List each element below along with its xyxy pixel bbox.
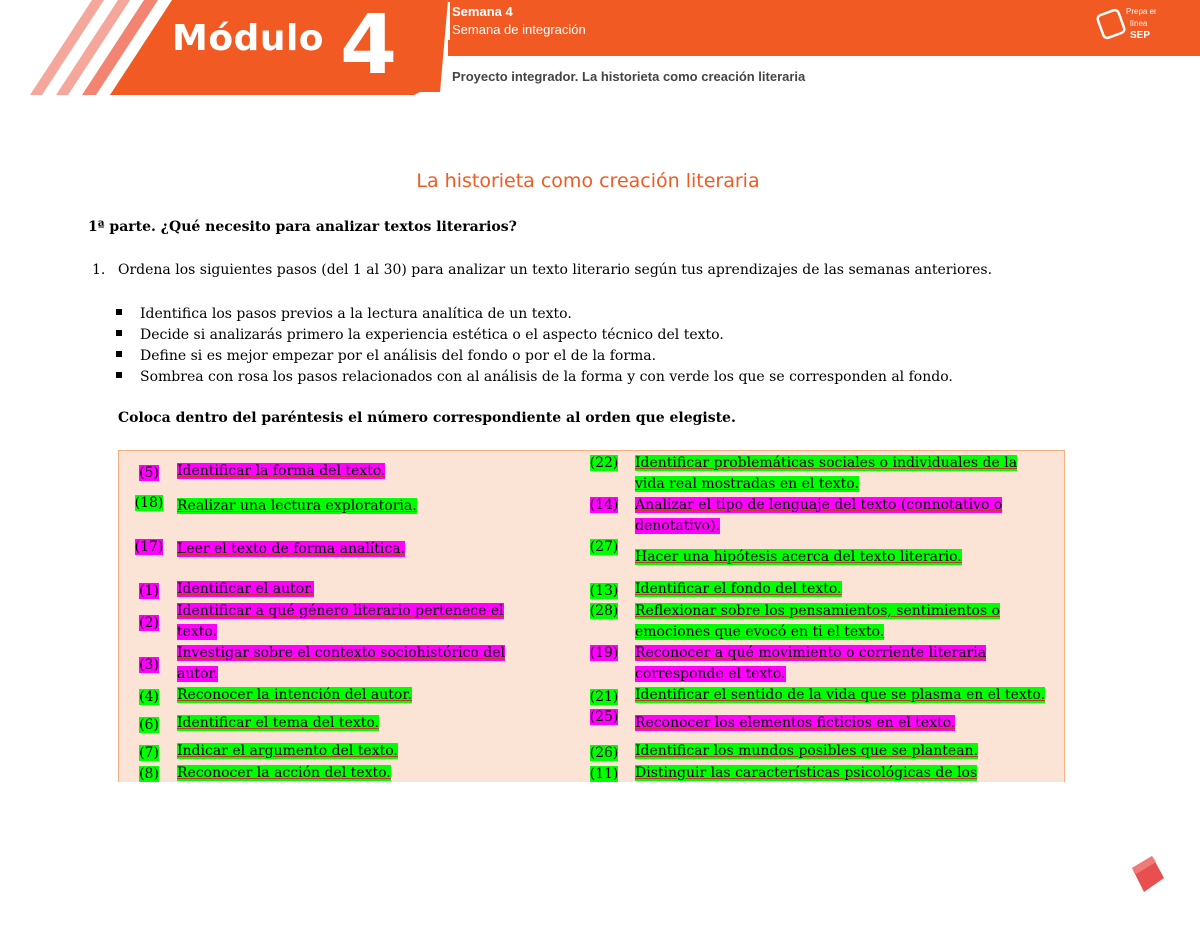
step-line: Reconocer a qué movimiento o corriente literaria bbox=[635, 645, 987, 661]
step-line: Reconocer los elementos ficticios en el texto. bbox=[635, 715, 956, 731]
step-text-left-2 bbox=[177, 539, 405, 560]
square-bullet-icon bbox=[116, 372, 122, 378]
step-text-left-6 bbox=[177, 685, 412, 706]
step-line: Identificar el fondo del texto. bbox=[635, 581, 842, 597]
step-number-value: (5) bbox=[139, 465, 159, 481]
square-bullet-icon bbox=[116, 330, 122, 336]
step-line: Analizar el tipo de lenguaje del texto (connotativo o bbox=[635, 497, 1003, 513]
step-text-left-8 bbox=[177, 741, 398, 762]
step-line: Leer el texto de forma analítica. bbox=[177, 541, 406, 557]
step-line: Identificar los mundos posibles que se plantean. bbox=[635, 743, 979, 759]
step-number-left-9[interactable] bbox=[131, 764, 167, 782]
step-number-value: (18) bbox=[134, 495, 164, 511]
step-line: vida real mostradas en el texto. bbox=[635, 476, 859, 492]
step-number-right-4[interactable] bbox=[583, 601, 625, 621]
step-line: Identificar la forma del texto. bbox=[177, 463, 386, 479]
step-number-value: (11) bbox=[589, 766, 619, 782]
step-line: Reconocer la intención del autor. bbox=[177, 687, 412, 703]
step-number-value: (1) bbox=[139, 583, 159, 599]
step-number-value: (3) bbox=[139, 657, 159, 673]
step-number-right-9[interactable] bbox=[583, 764, 625, 782]
step-number-value: (25) bbox=[589, 709, 619, 725]
step-number-left-4[interactable] bbox=[131, 613, 167, 633]
step-number-left-0[interactable] bbox=[131, 463, 167, 483]
step-number-value: (8) bbox=[139, 766, 159, 782]
step-number-right-1[interactable] bbox=[583, 495, 625, 515]
step-line: Realizar una lectura exploratoria. bbox=[177, 498, 417, 514]
step-number-value: (28) bbox=[589, 603, 619, 619]
bullet-item: Sombrea con rosa los pasos relacionados con al análisis de la forma y con verde los que se corresponden al fondo. bbox=[116, 367, 953, 388]
step-number-value: (27) bbox=[589, 539, 619, 555]
step-number-left-6[interactable] bbox=[131, 687, 167, 707]
step-line: Identificar problemáticas sociales o individuales de la bbox=[635, 455, 1018, 471]
step-line: Identificar el tema del texto. bbox=[177, 715, 380, 731]
step-number-right-8[interactable] bbox=[583, 743, 625, 763]
step-number-value: (13) bbox=[589, 583, 619, 599]
semana-title: Semana 4 bbox=[452, 4, 513, 19]
svg-text:línea: línea bbox=[1130, 19, 1148, 28]
bullet-list bbox=[116, 304, 953, 388]
item-text: Ordena los siguientes pasos (del 1 al 30) para analizar un texto literario según tus aprendizajes de las semanas anteriores. bbox=[118, 262, 993, 278]
step-number-left-8[interactable] bbox=[131, 743, 167, 763]
step-line: corresponde el texto. bbox=[635, 666, 786, 682]
decorative-diamond-icon bbox=[1126, 854, 1166, 894]
step-number-right-3[interactable] bbox=[583, 581, 625, 601]
step-text-left-1 bbox=[177, 496, 417, 517]
bullet-item: Decide si analizarás primero la experiencia estética o el aspecto técnico del texto. bbox=[116, 325, 953, 346]
step-text-right-2 bbox=[635, 547, 962, 568]
document-title: La historieta como creación literaria bbox=[416, 170, 760, 192]
step-text-left-9 bbox=[177, 763, 391, 782]
step-text-right-4 bbox=[635, 601, 1000, 643]
svg-text:Prepa en: Prepa en bbox=[1126, 7, 1156, 16]
project-title: Proyecto integrador. La historieta como creación literaria bbox=[452, 69, 806, 84]
step-number-value: (26) bbox=[589, 745, 619, 761]
step-line: emociones que evocó en ti el texto. bbox=[635, 624, 885, 640]
step-line: denotativo). bbox=[635, 518, 721, 534]
square-bullet-icon bbox=[116, 309, 122, 315]
step-number-left-5[interactable] bbox=[131, 655, 167, 675]
step-number-right-6[interactable] bbox=[583, 687, 625, 707]
step-number-left-1[interactable] bbox=[131, 493, 167, 513]
step-number-right-5[interactable] bbox=[583, 643, 625, 663]
step-line: Identificar el sentido de la vida que se plasma en el texto. bbox=[635, 687, 1046, 703]
step-number-value: (6) bbox=[139, 717, 159, 733]
step-number-value: (17) bbox=[134, 539, 164, 555]
step-number-right-2[interactable] bbox=[583, 537, 625, 557]
semana-divider bbox=[448, 2, 450, 40]
step-line: texto. bbox=[177, 624, 218, 640]
step-text-left-3 bbox=[177, 579, 314, 600]
numbered-item bbox=[92, 262, 992, 278]
step-line: Reconocer la acción del texto. bbox=[177, 765, 391, 781]
step-number-left-3[interactable] bbox=[131, 581, 167, 601]
step-text-left-4 bbox=[177, 601, 504, 643]
step-text-left-0 bbox=[177, 461, 385, 482]
bullet-item: Define si es mejor empezar por el análisis del fondo o por el de la forma. bbox=[116, 346, 953, 367]
steps-table bbox=[118, 450, 1065, 782]
prepa-logo bbox=[1096, 4, 1156, 46]
step-number-value: (4) bbox=[139, 689, 159, 705]
prepa-logo-icon bbox=[1096, 4, 1156, 46]
step-line: Investigar sobre el contexto sociohistórico del bbox=[177, 645, 506, 661]
step-number-value: (21) bbox=[589, 689, 619, 705]
step-line: autor. bbox=[177, 666, 219, 682]
step-line: Identificar el autor. bbox=[177, 581, 314, 597]
step-number-value: (19) bbox=[589, 645, 619, 661]
step-number-right-7[interactable] bbox=[583, 707, 625, 727]
step-text-right-3 bbox=[635, 579, 842, 600]
step-text-right-9 bbox=[635, 763, 977, 782]
module-label: Módulo bbox=[172, 18, 325, 59]
step-text-right-7 bbox=[635, 713, 955, 734]
step-number-left-7[interactable] bbox=[131, 715, 167, 735]
bullet-item: Identifica los pasos previos a la lectura analítica de un texto. bbox=[116, 304, 953, 325]
item-number: 1. bbox=[92, 262, 106, 278]
step-text-left-7 bbox=[177, 713, 379, 734]
step-line: Reflexionar sobre los pensamientos, sentimientos o bbox=[635, 603, 1001, 619]
step-number-left-2[interactable] bbox=[131, 537, 167, 557]
step-text-right-1 bbox=[635, 495, 1002, 537]
step-line: Identificar a qué género literario pertenece el bbox=[177, 603, 504, 619]
step-text-right-0 bbox=[635, 453, 1017, 495]
step-text-right-8 bbox=[635, 741, 978, 762]
svg-text:SEP: SEP bbox=[1130, 30, 1151, 41]
instruction-text: Coloca dentro del paréntesis el número correspondiente al orden que elegiste. bbox=[118, 410, 736, 426]
square-bullet-icon bbox=[116, 351, 122, 357]
step-number-value: (2) bbox=[139, 615, 159, 631]
module-number: 4 bbox=[340, 0, 398, 93]
step-text-right-6 bbox=[635, 685, 1045, 706]
step-number-value: (22) bbox=[589, 455, 619, 471]
step-text-left-5 bbox=[177, 643, 505, 685]
step-line: Indicar el argumento del texto. bbox=[177, 743, 398, 759]
part-heading: 1ª parte. ¿Qué necesito para analizar textos literarios? bbox=[88, 219, 517, 235]
semana-subtitle: Semana de integración bbox=[452, 22, 586, 37]
header-banner bbox=[0, 0, 1200, 95]
step-number-value: (14) bbox=[589, 497, 619, 513]
step-number-right-0[interactable] bbox=[583, 453, 625, 473]
step-number-value: (7) bbox=[139, 745, 159, 761]
step-text-right-5 bbox=[635, 643, 986, 685]
step-line: Hacer una hipótesis acerca del texto literario. bbox=[635, 549, 962, 565]
step-line: Distinguir las características psicológicas de los bbox=[635, 765, 978, 781]
